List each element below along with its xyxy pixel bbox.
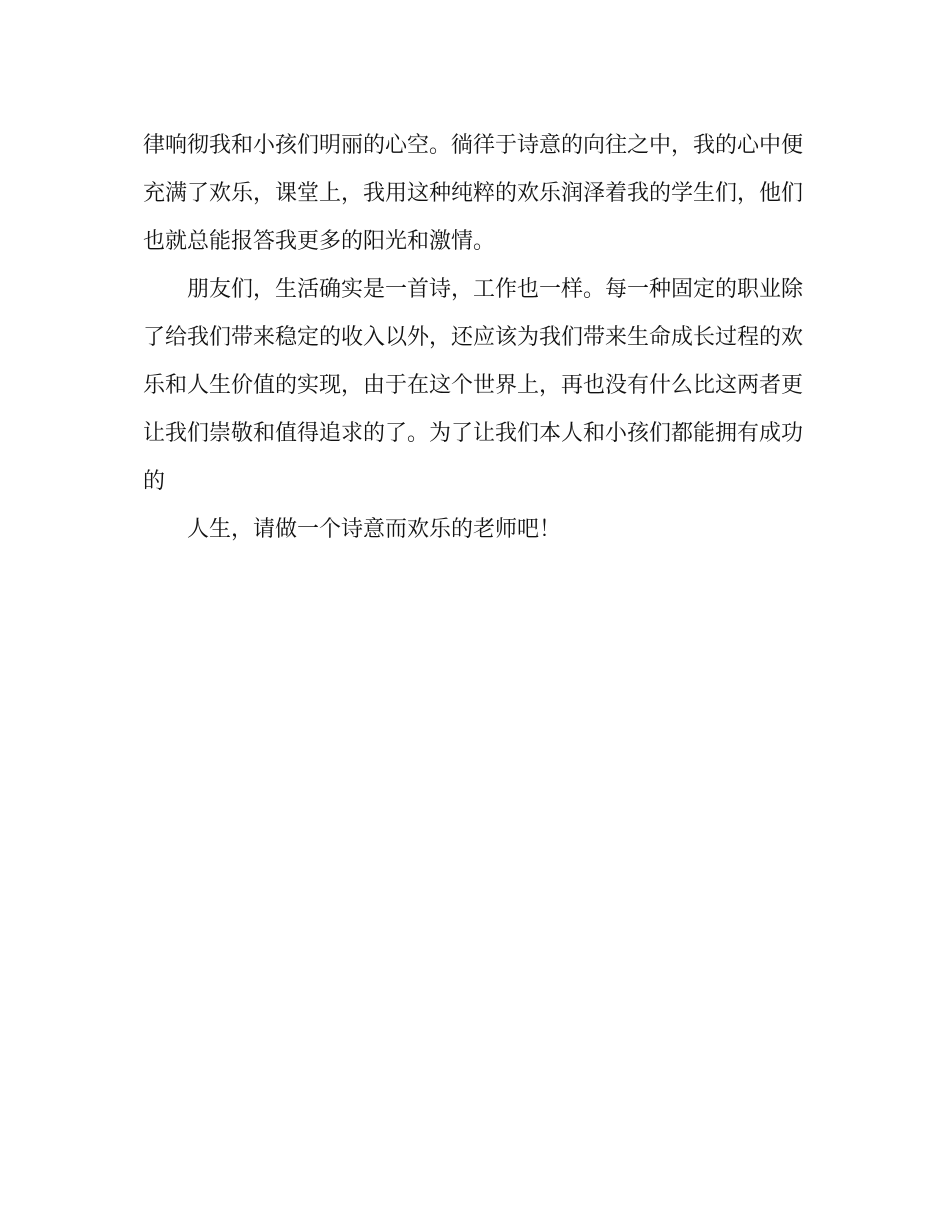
text-line: 乐和人生价值的实现，由于在这个世界上，再也没有什么比这两者更 [143,373,803,398]
text-line: 的 [143,469,166,494]
text-line: 了给我们带来稳定的收入以外，还应该为我们带来生命成长过程的欢 [143,325,803,350]
paragraph-1 [143,122,803,266]
paragraph-2 [143,266,803,506]
text-line: 朋友们，生活确实是一首诗，工作也一样。每一种固定的职业除 [187,277,803,302]
text-line: 充满了欢乐，课堂上，我用这种纯粹的欢乐润泽着我的学生们，他们 [143,181,803,206]
paragraph-3 [143,506,803,554]
text-line: 律响彻我和小孩们明丽的心空。徜徉于诗意的向往之中，我的心中便 [143,133,803,158]
text-line: 让我们崇敬和值得追求的了。为了让我们本人和小孩们都能拥有成功 [143,421,803,446]
document-body [143,122,803,554]
text-line: 也就总能报答我更多的阳光和激情。 [143,229,496,254]
text-line: 人生，请做一个诗意而欢乐的老师吧！ [187,517,562,542]
